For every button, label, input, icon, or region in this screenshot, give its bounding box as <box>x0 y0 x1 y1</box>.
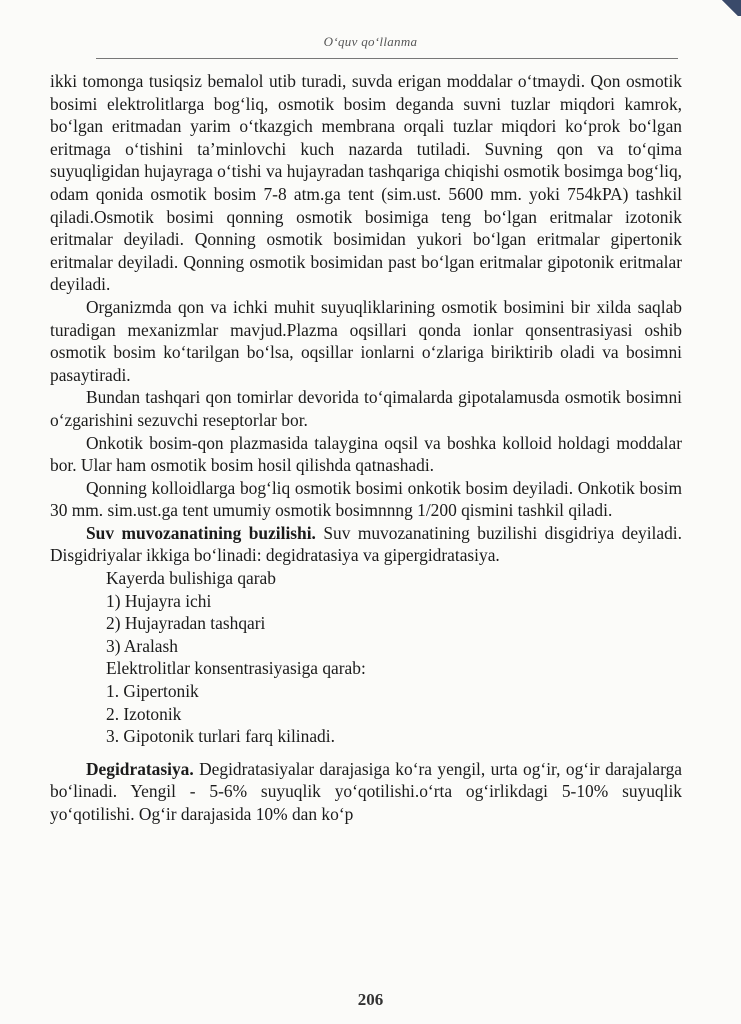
list-item: 1) Hujayra ichi <box>106 590 212 611</box>
list-item: 3) Aralash <box>106 635 178 656</box>
paragraph: Qonning kolloidlarga bog‘liq osmotik bosimi onkotik bosim deyiladi. Onkotik bosim 30 mm. sim.ust.ga tent umumiy osmotik bosimnnng 1/200 qismini tashkil qiladi. <box>50 477 682 521</box>
page-corner-mark <box>715 0 741 16</box>
list-heading: Elektrolitlar konsentrasiyasiga qarab: <box>106 658 366 679</box>
section-heading: Suv muvozanatining buzilishi. <box>86 522 316 543</box>
paragraph <box>50 758 682 826</box>
paragraph: Bundan tashqari qon tomirlar devorida to‘qimalarda gipotalamusda osmotik bosimni o‘zgarishini sezuvchi reseptorlar bor. <box>50 387 682 430</box>
list-item: 2. Izotonik <box>106 703 182 724</box>
spacer <box>50 748 682 758</box>
paragraph-text: Degidratasiyalar darajasiga ko‘ra yengil, urta og‘ir, og‘ir darajalarga bo‘linadi. Yengil - 5-6% suyuqlik yo‘qotilishi.o‘rta og‘irlikdagi 5-10% suyuqlik yo‘qotilishi. Og‘ir darajasida 10% dan ko‘p <box>50 758 682 824</box>
paragraph: ikki tomonga tusiqsiz bemalol utib turadi, suvda erigan moddalar o‘tmaydi. Qon osmotik bosimi elektrolitlarga bog‘liq, osmotik bosim deganda suvni tuzlar miqdori kamrok, bo‘lgan eritmadan yarim o‘tkazgich membrana orqali tuzlar miqdori ko‘prok bo‘lgan eritmaga o‘tishini ta’minlovchi kuch nazarda tutiladi. Suvning qon va to‘qima suyuqligidan hujayraga o‘tishi va hujayradan tashqariga chiqishi osmotik bosimga bog‘liq, odam qonida osmotik bosim 7-8 atm.ga tent (sim.ust. 5600 mm. yoki 754kPA) tashkil qiladi.Osmotik bosimi qonning osmotik bosimiga teng bo‘lgan eritmalar izotonik eritmalar deyiladi. Qonning osmotik bosimidan yukori bo‘lgan eritmalar gipertonik eritmalar deyiladi. Qonning osmotik bosimidan past bo‘lgan eritmalar gipotonik eritmalar deyiladi. <box>50 71 682 295</box>
paragraph: Organizmda qon va ichki muhit suyuqliklarining osmotik bosimini bir xilda saqlab turadigan mexanizmlar mavjud.Plazma oqsillari qonda ionlar qonsentrasiyasi oshib osmotik bosim ko‘tarilgan bo‘lsa, oqsillar ionlarni o‘zlariga biriktirib oladi va bosimni pasaytiradi. <box>50 296 682 385</box>
paragraph <box>50 522 682 567</box>
paragraph-text: Suv muvozanatining buzilishi disgidriya deyiladi. Disgidriyalar ikkiga bo‘linadi: degidratasiya va gipergidratasiya. <box>50 522 682 566</box>
page-number: 206 <box>357 990 384 1009</box>
paragraph: Onkotik bosim-qon plazmasida talaygina oqsil va boshka kolloid holdagi moddalar bor. Ular ham osmotik bosim hosil qilishda qatnashadi. <box>50 432 682 476</box>
list-item: 1. Gipertonik <box>106 681 199 702</box>
running-header: O‘quv qo‘llanma <box>323 34 418 49</box>
list-item: 3. Gipotonik turlari farq kilinadi. <box>106 726 335 747</box>
section-heading: Degidratasiya. <box>86 758 194 779</box>
page-body <box>50 70 682 826</box>
header-rule <box>96 58 678 59</box>
list-item: 2) Hujayradan tashqari <box>106 613 266 634</box>
list-heading: Kayerda bulishiga qarab <box>106 568 276 589</box>
